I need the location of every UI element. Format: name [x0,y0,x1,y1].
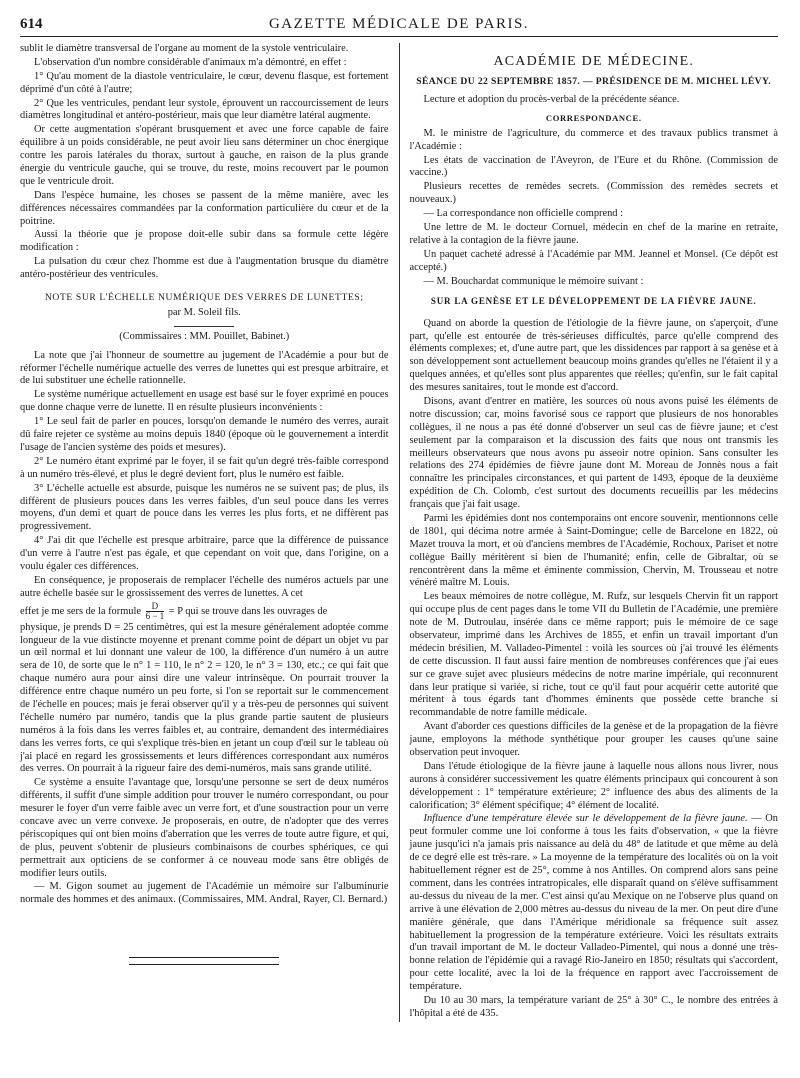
formula-line [20,602,389,621]
divider [129,964,279,965]
formula-pre: effet je me sers de la formule [20,605,141,617]
paragraph: 2° Que les ventricules, pendant leur systole, éprouvent un raccourcissement de leurs diamètres longitudinal et antéro-postérieur, mais que leur diamètre latéral augmente. [20,97,389,122]
divider [174,326,234,327]
paragraph: — M. Bouchardat communique le mémoire suivant : [423,275,644,287]
paragraph: Lecture et adoption du procès-verbal de la précédente séance. [423,94,680,106]
paragraph: 2° Le numéro étant exprimé par le foyer, il se fait qu'un degré très-faible correspond à un numéro très-élevé, et plus le degré devient fort, plus le numéro est faible. [20,455,389,480]
paragraph: Le système numérique actuellement en usage est basé sur le foyer exprimé en pouces que donne chaque verre de lunette. Il en résulte plusieurs inconvénients : [20,389,389,414]
paragraph: 4° J'ai dit que l'échelle est presque arbitraire, parce que la différence de puissance d'un verre à l'autre n'est pas égale, et que cependant on voit que, dans l'origine, on a voulu égaler ces différences. [20,535,389,572]
fever-section-title: SUR LA GENÈSE ET LE DÉVELOPPEMENT DE LA FIÈVRE JAUNE. [430,296,757,307]
paragraph: Ce système a ensuite l'avantage que, lorsqu'une personne se sert de deux numéros différents, il suffit d'une simple addition pour trouver le numéro correspondant, ou pour mesurer le foyer d'un verre faible avec un verre fort, et d'une soustraction pour un verre concave avec un verre convexe. Je proposerais, en outre, de n'adopter que des verres périscopiques qui ont bien moins d'aberration que les verres de toute autre figure, et qui, de plus, peuvent s'obtenir de plusieurs combinaisons de courbes sphériques, ce qui permettrait aux opticiens de se conformer à ce nouveau mode sans être obligés de modifier leurs outils. [20,777,389,879]
paragraph: Quand on aborde la question de l'étiologie de la fièvre jaune, on s'aperçoit, d'une part, qu'elle est entourée de très-sérieuses difficultés, parce qu'elle comprend des éléments complexes; et, d'une autre part, que les dissidences par rapport à sa genèse et à son développement sont actuellement beaucoup moins grandes qu'elles ne l'étaient il y a quelques années, et qu'elles sont plus apparentes que réelles; qu'enfin, sur le fait capital des mesures sanitaires, tout le monde est d'accord. [409,317,778,394]
paragraph-text: — On peut formuler comme une loi conforme à tous les faits d'observation, « que la fièvre jaune jusqu'ici n'a jamais pris naissance au delà du 48° de latitude et que même au delà de ce degré elle est très-rare. » La moyenne de la température des localités où on la voit habituellement régner est de 25°, comme à nos Antilles. On comprend alors sans peine comment, dans les contrées intratropicales, elle disparaît quand on s'élève suffisamment au-dessus du niveau de la mer. C'est ainsi qu'au Mexique on ne l'observe plus quand on arrive à une élévation de 2,000 mètres au-dessus du niveau de la mer. On peut dire d'une manière générale, que dans l'Amérique méridionale sa fréquence suit assez habituellement la progression de la température extérieure. Voici les résultats extraits d'un travail important de M. le docteur Valladeo-Pimentel, qui nous a donné une très-bonne relation de l'épidémie qui a ravagé Rio-Janeiro en 1850; résultats qui s'accordent, pour cette localité, avec la loi de la fréquence en rapport avec l'accroissement de température. [409,813,778,993]
paragraph: — La correspondance non officielle comprend : [423,208,623,220]
formula-denominator: 6 − 1 [145,610,165,621]
paragraph: Dans l'espèce humaine, les choses se passent de la même manière, avec les différences nécessaires commandées par la conformation particulière du cœur et de la poitrine. [20,189,389,227]
right-column [399,43,779,1022]
paragraph: Disons, avant d'entrer en matière, les sources où nous avons puisé les éléments de notre discussion; car, moins favorisé sous ce rapport que plusieurs de nos honorables collègues, il ne nous a pas été donné d'observer un seul cas de fièvre jaune; et c'est seulement par la comparaison et la discussion des faits que nous ont transmis les meilleurs observateurs que nous avons pu asseoir notre opinion. Sans consulter les relations des 274 épidémies de fièvre jaune dont M. Moreau de Jonnès nous a fait connaître les principales circonstances, et qui partent de 1493, époque de la deuxième expédition de Ch. Colomb, c'est surtout des documents recueillis par les médecins français que j'ai fait usage. [409,395,778,511]
paragraph: La pulsation du cœur chez l'homme est due à l'augmentation brusque du diamètre antéro-postérieur des ventricules. [20,256,389,281]
page-number: 614 [20,16,43,32]
paragraph: Plusieurs recettes de remèdes secrets. (Commission des remèdes secrets et nouveaux.) [409,181,778,206]
paragraph: Du 10 au 30 mars, la température variant de 25° à 30° C., le nombre des entrées à l'hôpital a été de 435. [409,994,778,1019]
paragraph: Un paquet cacheté adressé à l'Académie par MM. Jeannel et Monsel. (Ce dépôt est accepté.) [409,248,778,273]
paragraph: — M. Gigon soumet au jugement de l'Académie un mémoire sur l'albuminurie normale des hommes et des animaux. (Commissaires, MM. Andral, Rayer, Cl. Bernard.) [20,881,389,906]
correspondence-title: CORRESPONDANCE. [545,113,642,124]
paragraph: 3° L'échelle actuelle est absurde, puisque les numéros ne se suivent pas; de plus, ils diffèrent de plusieurs pouces dans les verres faibles, d'un seul pouce dans les verres moyens, d'un demi et quart de pouce dans les verres les plus forts, et ne diffèrent pas progressivement. [20,482,389,533]
paragraph: Parmi les épidémies dont nos contemporains ont encore souvenir, mentionnons celle de 1801, qui décima notre armée à Saint-Domingue; celle de Barcelone en 1822, où Mazet trouva la mort, et où d'anciens membres de l'Académie, Rochoux, Pariset et notre collègue Bailly méritèrent si bien de l'humanité; enfin, celle de Gibraltar, où se rencontrèrent dans la même et éminente commission, Chervin, M. Trousseau et notre vénéré maître M. Louis. [409,513,778,589]
paragraph: L'observation d'un nombre considérable d'animaux m'a démontré, en effet : [34,56,347,68]
paragraph: 1° Qu'au moment de la diastole ventriculaire, le cœur, devenu flasque, est fortement déprimé d'un côté à l'autre; [20,70,389,95]
paragraph: Avant d'aborder ces questions difficiles de la genèse et de la propagation de la fièvre jaune, employons la méthode synthétique pour grouper les causes qu'une saine observation peut invoquer. [409,721,778,759]
formula-fraction [146,602,165,621]
section-title: NOTE SUR L'ÉCHELLE NUMÉRIQUE DES VERRES DE LUNETTES; [44,292,364,304]
paragraph: Une lettre de M. le docteur Cornuel, médecin en chef de la marine en retraite, relative à la contagion de la fièvre jaune. [409,222,778,246]
section-author: par M. Soleil fils. [167,306,241,318]
paragraph: Les états de vaccination de l'Aveyron, de l'Eure et du Rhône. (Commission de vaccine.) [409,154,778,179]
journal-title: GAZETTE MÉDICALE DE PARIS. [268,16,530,32]
divider [129,957,279,958]
formula-numerator: D [146,602,165,612]
columns [20,43,778,1022]
paragraph: M. le ministre de l'agriculture, du commerce et des travaux publics transmet à l'Académie : [409,127,778,152]
paragraph: physique, je prends D = 25 centimètres, qui est la mesure généralement adoptée comme longueur de la vue distincte moyenne et prenant comme point de départ un objet vu par un œil normal et lui donnant une valeur de 100, la différence d'un numéro à un autre sera de 10, de sorte que le n° 1 = 110, le n° 2 = 120, le n° 3 = 130, etc.; ce qui fait que chaque numéro aura pour ainsi dire une valeur intrinsèque. On pourrait trouver la différence entre chaque numéro un peu forte, si l'on se reportait sur le commencement de l'échelle en pouces; mais je ferai observer qu'il y a très-peu de personnes qui suivent l'échelle numéro par numéro, tandis que la plus grande partie sautent de plusieurs numéros à la fois dans les verres faibles et, au contraire, demandent des intermédiaires dans les verres forts, ce qui s'explique très-bien en jetant un coup d'œil sur le tableau où j'ai placé en regard les grossissements et leurs différences correspondant aux numéros des verres. On pourrait à la rigueur faire des demi-numéros, mais sans grande utilité. [20,621,389,775]
session-line: SÉANCE DU 22 SEPTEMBRE 1857. — PRÉSIDENCE DE M. MICHEL LÉVY. [416,76,772,88]
paragraph: Or cette augmentation s'opérant brusquement et avec une force capable de faire équilibre à un poids considérable, ne peut avoir lieu sans déterminer un choc énergique contre les parois latérales du thorax, surtout à gauche, en raison de la plus grande énergie du ventricule gauche, qui se trouve, du reste, moins recouvert par le poumon que le ventricule droit. [20,124,389,187]
left-column [20,43,399,1022]
subsection-title: Influence d'une température élevée sur le développement de la fièvre jaune. [423,813,748,825]
paragraph: Aussi la théorie que je propose doit-elle subir dans sa formule cette légère modification : [20,229,389,254]
paragraph: 1° Le seul fait de parler en pouces, lorsqu'on demande le numéro des verres, aurait dû faire rejeter ce système au moins depuis 1840 (époque où le gouvernement a interdit l'usage de l'ancien système des poids et mesures). [20,416,389,453]
paragraph: En conséquence, je proposerais de remplacer l'échelle des numéros actuels par une autre échelle basée sur le grossissement des verres de lunettes. A cet [20,574,389,599]
paragraph: Les beaux mémoires de notre collègue, M. Rufz, sur lesquels Chervin fit un rapport qui occupe plus de cent pages dans le tome VII du Bulletin de l'Académie, une première note de M. Dutroulau, insérée dans ce même rapport; puis le mémoire de ce sage observateur, imprimé dans les Archives de 1855, et enfin un travail important d'un médecin brésilien, M. Valladeo-Pimentel : voilà les sources où j'ai trouvé les éléments de cette discussion. Il faut aussi faire mention de nombreuses conférences que j'ai eues sur ce grave sujet avec plusieurs médecins de notre marine impériale, qui reconnurent dans leur pratique si variée, si riche, tout ce qu'il faut pour acquérir cette autorité que méritent à tous égards tant d'hommes éminents que possède cette branche si recommandable de notre famille médicale. [409,591,778,719]
formula-post: = P qui se trouve dans les ouvrages de [168,605,328,617]
paragraph: La note que j'ai l'honneur de soumettre au jugement de l'Académie a pour but de réformer l'échelle numérique actuelle des verres de lunettes qui est presque arbitraire, et de lui substituer une échelle rationnelle. [20,349,389,387]
paragraph: sublit le diamètre transversal de l'organe au moment de la systole ventriculaire. [20,43,349,54]
page-header [20,14,778,37]
academy-title: ACADÉMIE DE MÉDECINE. [493,54,695,69]
paragraph: Dans l'étude étiologique de la fièvre jaune à laquelle nous allons nous livrer, nous aurons à considérer successivement les quatre éléments principaux qui concourent à son développement : 1° température extérieure; 2° influence des abus des aliments de la calorification; 3° élément spécifique; 4° élément de localité. [409,760,778,811]
paragraph [410,813,779,993]
section-commissaires: (Commissaires : MM. Pouillet, Babinet.) [119,330,290,342]
